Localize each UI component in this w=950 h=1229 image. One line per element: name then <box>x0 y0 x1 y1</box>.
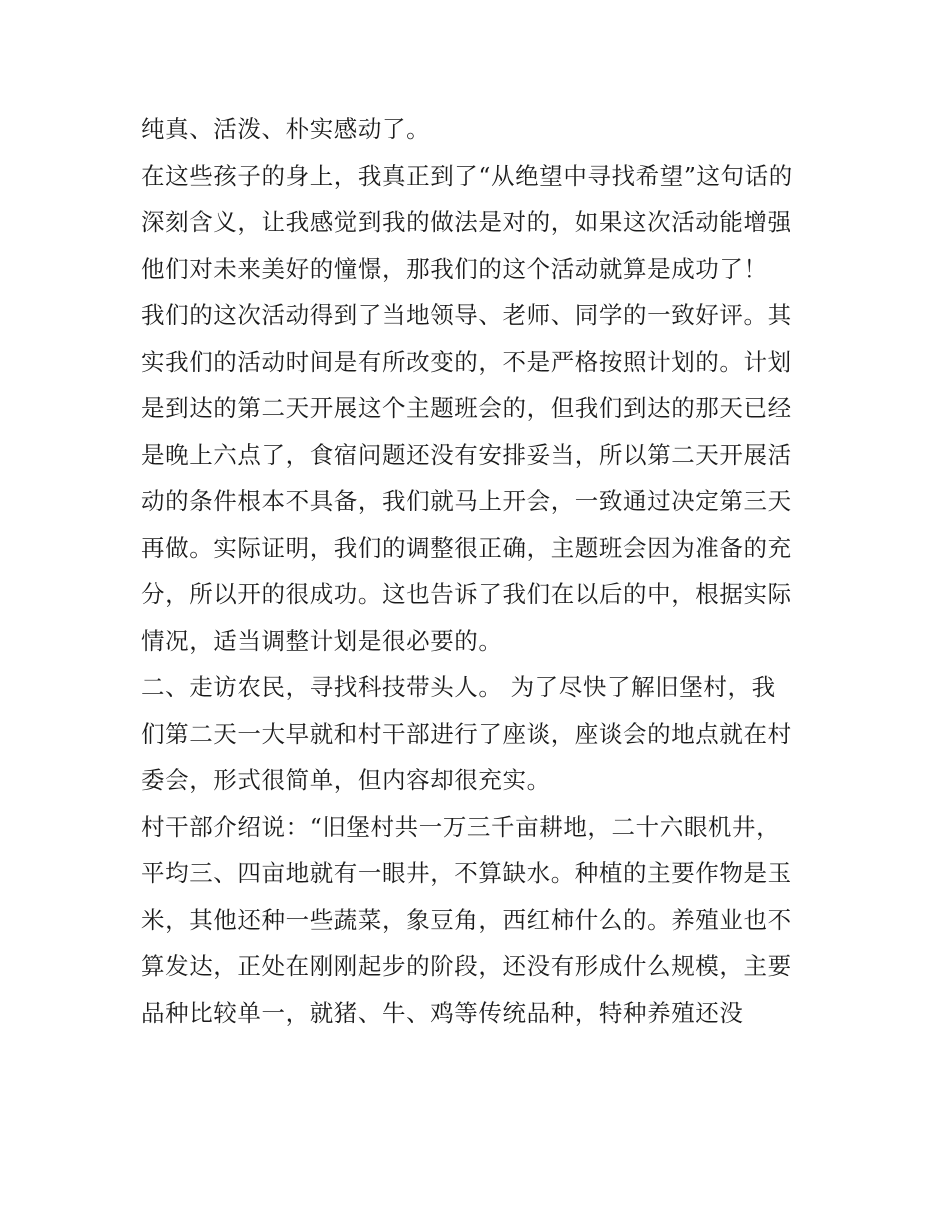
text-line-13: 二、走访农民，寻找科技带头人。 为了尽快了解旧堡村，我 <box>141 673 776 701</box>
text-line-11: 分，所以开的很成功。这也告诉了我们在以后的中，根据实际 <box>141 580 792 608</box>
text-line-16: 村干部介绍说：“旧堡村共一万三千亩耕地，二十六眼机井， <box>141 812 781 841</box>
text-line-1: 纯真、活泼、朴实感动了。 <box>141 115 431 143</box>
text-line-3: 深刻含义，让我感觉到我的做法是对的，如果这次活动能增强 <box>141 208 792 236</box>
text-line-7: 是到达的第二天开展这个主题班会的，但我们到达的那天已经 <box>141 394 792 422</box>
text-line-14: 们第二天一大早就和村干部进行了座谈，座谈会的地点就在村 <box>141 719 792 748</box>
text-line-9: 动的条件根本不具备，我们就马上开会，一致通过决定第三天 <box>141 487 792 515</box>
text-line-18: 米，其他还种一些蔬菜，象豆角，西红柿什么的。养殖业也不 <box>141 905 792 934</box>
text-line-17: 平均三、四亩地就有一眼井，不算缺水。种植的主要作物是玉 <box>141 859 792 887</box>
text-line-8: 是晚上六点了，食宿问题还没有安排妥当，所以第二天开展活 <box>141 440 792 469</box>
text-line-15: 委会，形式很简单，但内容却很充实。 <box>141 766 551 794</box>
text-line-19: 算发达，正处在刚刚起步的阶段，还没有形成什么规模，主要 <box>141 952 792 980</box>
document-body <box>141 106 821 1036</box>
text-line-10: 再做。实际证明，我们的调整很正确，主题班会因为准备的充 <box>141 533 792 562</box>
text-line-6: 实我们的活动时间是有所改变的，不是严格按照计划的。计划 <box>141 347 792 376</box>
text-line-12: 情况，适当调整计划是很必要的。 <box>141 626 503 655</box>
text-line-2: 在这些孩子的身上，我真正到了“从绝望中寻找希望”这句话的 <box>141 161 793 190</box>
text-line-5: 我们的这次活动得到了当地领导、老师、同学的一致好评。其 <box>141 301 792 329</box>
text-line-4: 他们对未来美好的憧憬，那我们的这个活动就算是成功了！ <box>141 254 768 283</box>
text-line-20: 品种比较单一，就猪、牛、鸡等传统品种，特种养殖还没 <box>141 998 744 1027</box>
